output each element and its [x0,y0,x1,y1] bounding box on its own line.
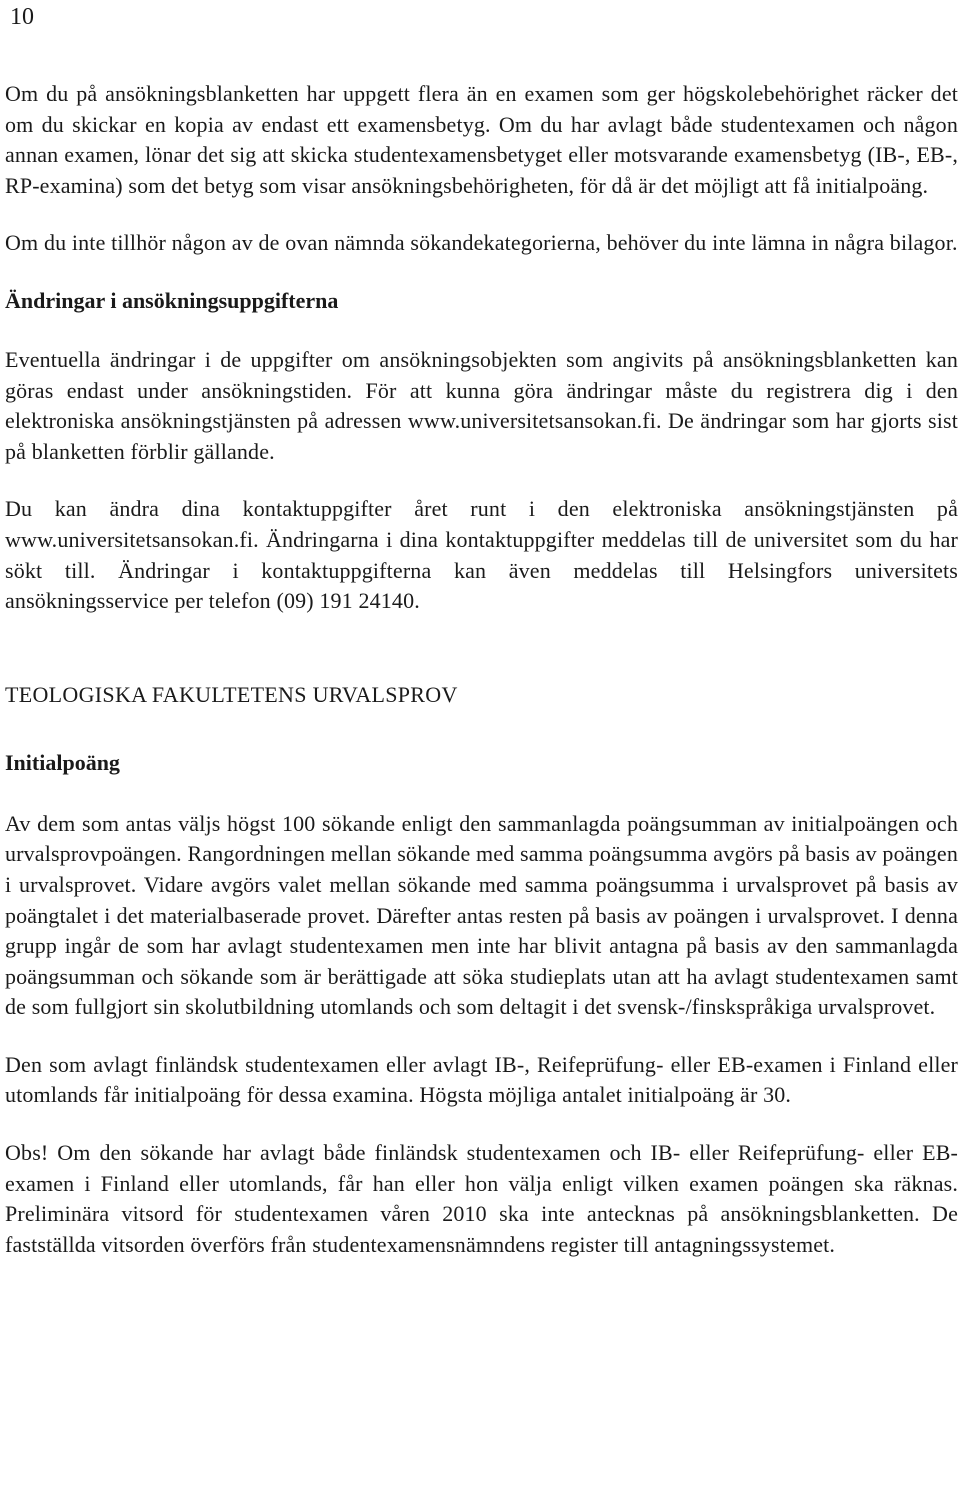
section-title-entrance-exam: TEOLOGISKA FAKULTETENS URVALSPROV [5,681,458,707]
paragraph-note: Obs! Om den sökande har avlagt både finländsk studentexamen och IB- eller Reifeprüfung- eller EB-examen i Finland eller utomlands, får han eller hon välja enligt vilken examen poängen ska räknas. Preliminära vitsord för studentexamen våren 2010 ska inte antecknas på ansökningsblanketten. De fastställda vitsorden överförs från studentexamensnämndens register till antagningssystemet. [5,1140,958,1257]
paragraph-attachments: Om du på ansökningsblanketten har uppgett flera än en examen som ger högskolebehörighet räcker det om du skickar en kopia av endast ett examensbetyg. Om du har avlagt både studentexamen och någon annan examen, lönar det sig att skicka studentexamensbetyget eller motsvarande examensbetyg (IB-, EB-, RP-examina) som det betyg som visar ansökningsbehörigheten, för då är det möjligt att få initialpoäng. [5,81,958,198]
paragraph-initial-points: Den som avlagt finländsk studentexamen eller avlagt IB-, Reifeprüfung- eller EB-examen i Finland eller utomlands får initialpoäng för dessa examina. Högsta möjliga antalet initialpoäng är 30. [5,1051,958,1108]
paragraph-no-attachments: Om du inte tillhör någon av de ovan nämnda sökandekategorierna, behöver du inte lämna in några bilagor. [5,230,958,256]
heading-application-changes: Ändringar i ansökningsuppgifterna [5,287,339,313]
page-number: 10 [10,4,34,30]
document-body [5,79,958,1287]
heading-initial-points: Initialpoäng [5,749,120,775]
paragraph-changes-period: Eventuella ändringar i de uppgifter om ansökningsobjekten som angivits på ansökningsblanketten kan göras endast under ansökningstiden. För att kunna göra ändringar måste du registrera dig i den elektroniska ansökningstjänsten på adressen www.universitetsansokan.fi. De ändringar som har gjorts sist på blanketten förblir gällande. [5,346,958,464]
paragraph-selection: Av dem som antas väljs högst 100 sökande enligt den sammanlagda poängsumman av initialpoängen och urvalsprovpoängen. Rangordningen mellan sökande med samma poängsumma avgörs på basis av poängen i urvalsprovet. Vidare avgörs valet mellan sökande med samma poängsumma i urvalsprovet på basis av poängtalet i det materialbaserade provet. Därefter antas resten på basis av poängen i urvalsprovet. I denna grupp ingår de som har avlagt studentexamen men inte har blivit antagna på basis av den sammanlagda poängsumman och sökande som är berättigade att söka studieplats utan att ha avlagt studentexamen samt de som fullgjort sin skolutbildning utomlands och som deltagit i det svensk-/finskspråkiga urvalsprovet. [5,810,958,1020]
paragraph-contact-changes: Du kan ändra dina kontaktuppgifter året runt i den elektroniska ansökningstjänsten på www.universitetsansokan.fi. Ändringarna i dina kontaktuppgifter meddelas till de universitet som du har sökt till. Ändringar i kontaktuppgifterna kan även meddelas till Helsingfors universitets ansökningsservice per telefon (09) 191 24140. [5,496,958,614]
